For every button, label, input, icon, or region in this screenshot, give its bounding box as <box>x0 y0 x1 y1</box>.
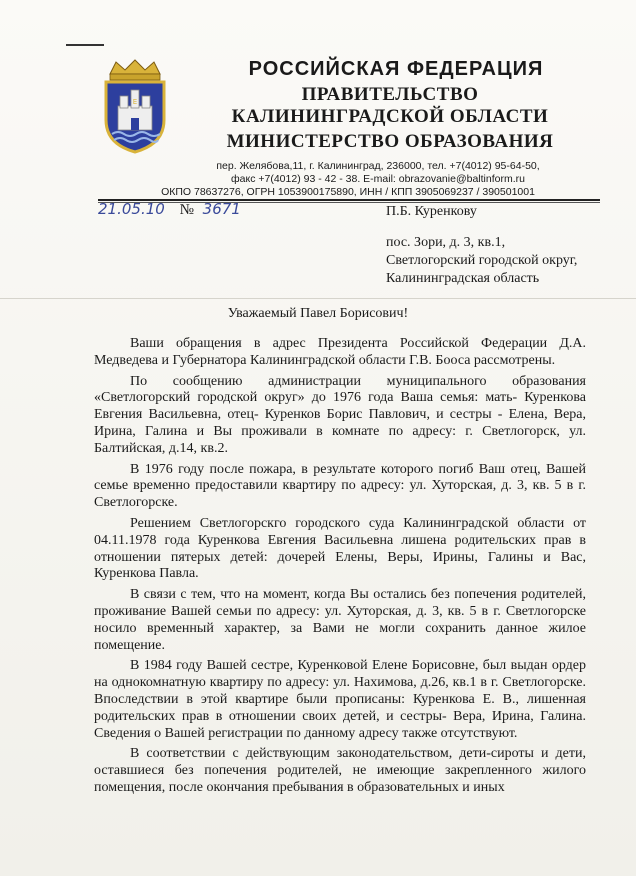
recipient-address-line-3: Калининградская область <box>386 271 540 286</box>
handwritten-number: 3671 <box>202 200 241 218</box>
letter-body <box>94 336 586 801</box>
government-heading: ПРАВИТЕЛЬСТВО <box>301 84 479 105</box>
outgoing-reference <box>98 200 241 219</box>
registration-codes-line: ОКПО 78637276, ОГРН 1053900175890, ИНН / КПП 3905069237 / 390501001 <box>161 186 535 198</box>
address-line-1: пер. Желябова,11, г. Калининград, 236000, тел. +7(4012) 95-64-50, <box>216 160 540 172</box>
handwritten-date: 21.05.10 <box>98 200 165 218</box>
paragraph: Ваши обращения в адрес Президента Российской Федерации Д.А. Медведева и Губернатора Калининградской области Г.В. Бооса рассмотрены. <box>94 336 586 368</box>
paper-fold-line <box>0 298 636 299</box>
paragraph: В 1976 году после пожара, в результате которого погиб Ваш отец, Вашей семье временно предоставили квартиру по адресу: ул. Хуторская, д. 3, кв. 5 в г. Светлогорске. <box>94 461 586 511</box>
paragraph: В 1984 году Вашей сестре, Куренковой Елене Борисовне, был выдан ордер на однокомнатную квартиру по адресу: ул. Нахимова, д.26, кв.1 в г. Светлогорске. Впоследствии в этой квартире были прописаны: Куренкова Е. В., лишенная родительских прав в отношении своих детей, и сестры- Вера, Ирина, Галина. Сведения о Вашей регистрации по данному адресу также отсутствуют. <box>94 658 586 741</box>
region-heading: КАЛИНИНГРАДСКОЙ ОБЛАСТИ <box>231 106 549 127</box>
salutation: Уважаемый Павел Борисович! <box>227 306 409 321</box>
recipient-name: П.Б. Куренкову <box>386 204 477 219</box>
address-line-2: факс +7(4012) 93 - 42 - 38. E-mail: obrazovanie@baltinform.ru <box>231 173 525 185</box>
ministry-heading: МИНИСТЕРСТВО ОБРАЗОВАНИЯ <box>226 131 554 152</box>
svg-text:Е: Е <box>132 98 138 106</box>
country-heading: РОССИЙСКАЯ ФЕДЕРАЦИЯ <box>248 58 544 80</box>
paragraph: В соответствии с действующим законодательством, дети-сироты и дети, оставшиеся без попечения родителей, не имеющие закрепленного жилого помещения, после окончания пребывания в образовательных и иных <box>94 746 586 795</box>
recipient-address-line-2: Светлогорский городской округ, <box>386 253 578 268</box>
paragraph: По сообщению администрации муниципального образования «Светлогорский городской округ» до 1976 года Ваша семья: мать- Куренкова Евгения Васильевна, отец- Куренков Борис Павлович, и сестры - Елена, Вера, Ирина, Галина и Вы проживали в комнате по адресу: г. Светлогорск, ул. Балтийская, д.14, кв.2. <box>94 373 586 456</box>
kaliningrad-coat-of-arms-icon <box>96 58 174 154</box>
corner-dash-mark <box>66 44 104 46</box>
number-sign: № <box>179 202 194 218</box>
recipient-address-line-1: пос. Зори, д. 3, кв.1, <box>386 235 506 250</box>
paragraph: Решением Светлогорскго городского суда Калининградской области от 04.11.1978 года Куренкова Евгения Васильевна лишена родительских прав в отношении пятерых детей: дочерей Елены, Веры, Ирины, Галины и Вас, Куренкова Павла. <box>94 515 586 582</box>
paragraph: В связи с тем, что на момент, когда Вы остались без попечения родителей, проживание Вашей семьи по адресу: ул. Хуторская, д. 3, кв. 5 в г. Светлогорске носило временный характер, за Вами не могли сохранить данное жилое помещение. <box>94 587 586 653</box>
